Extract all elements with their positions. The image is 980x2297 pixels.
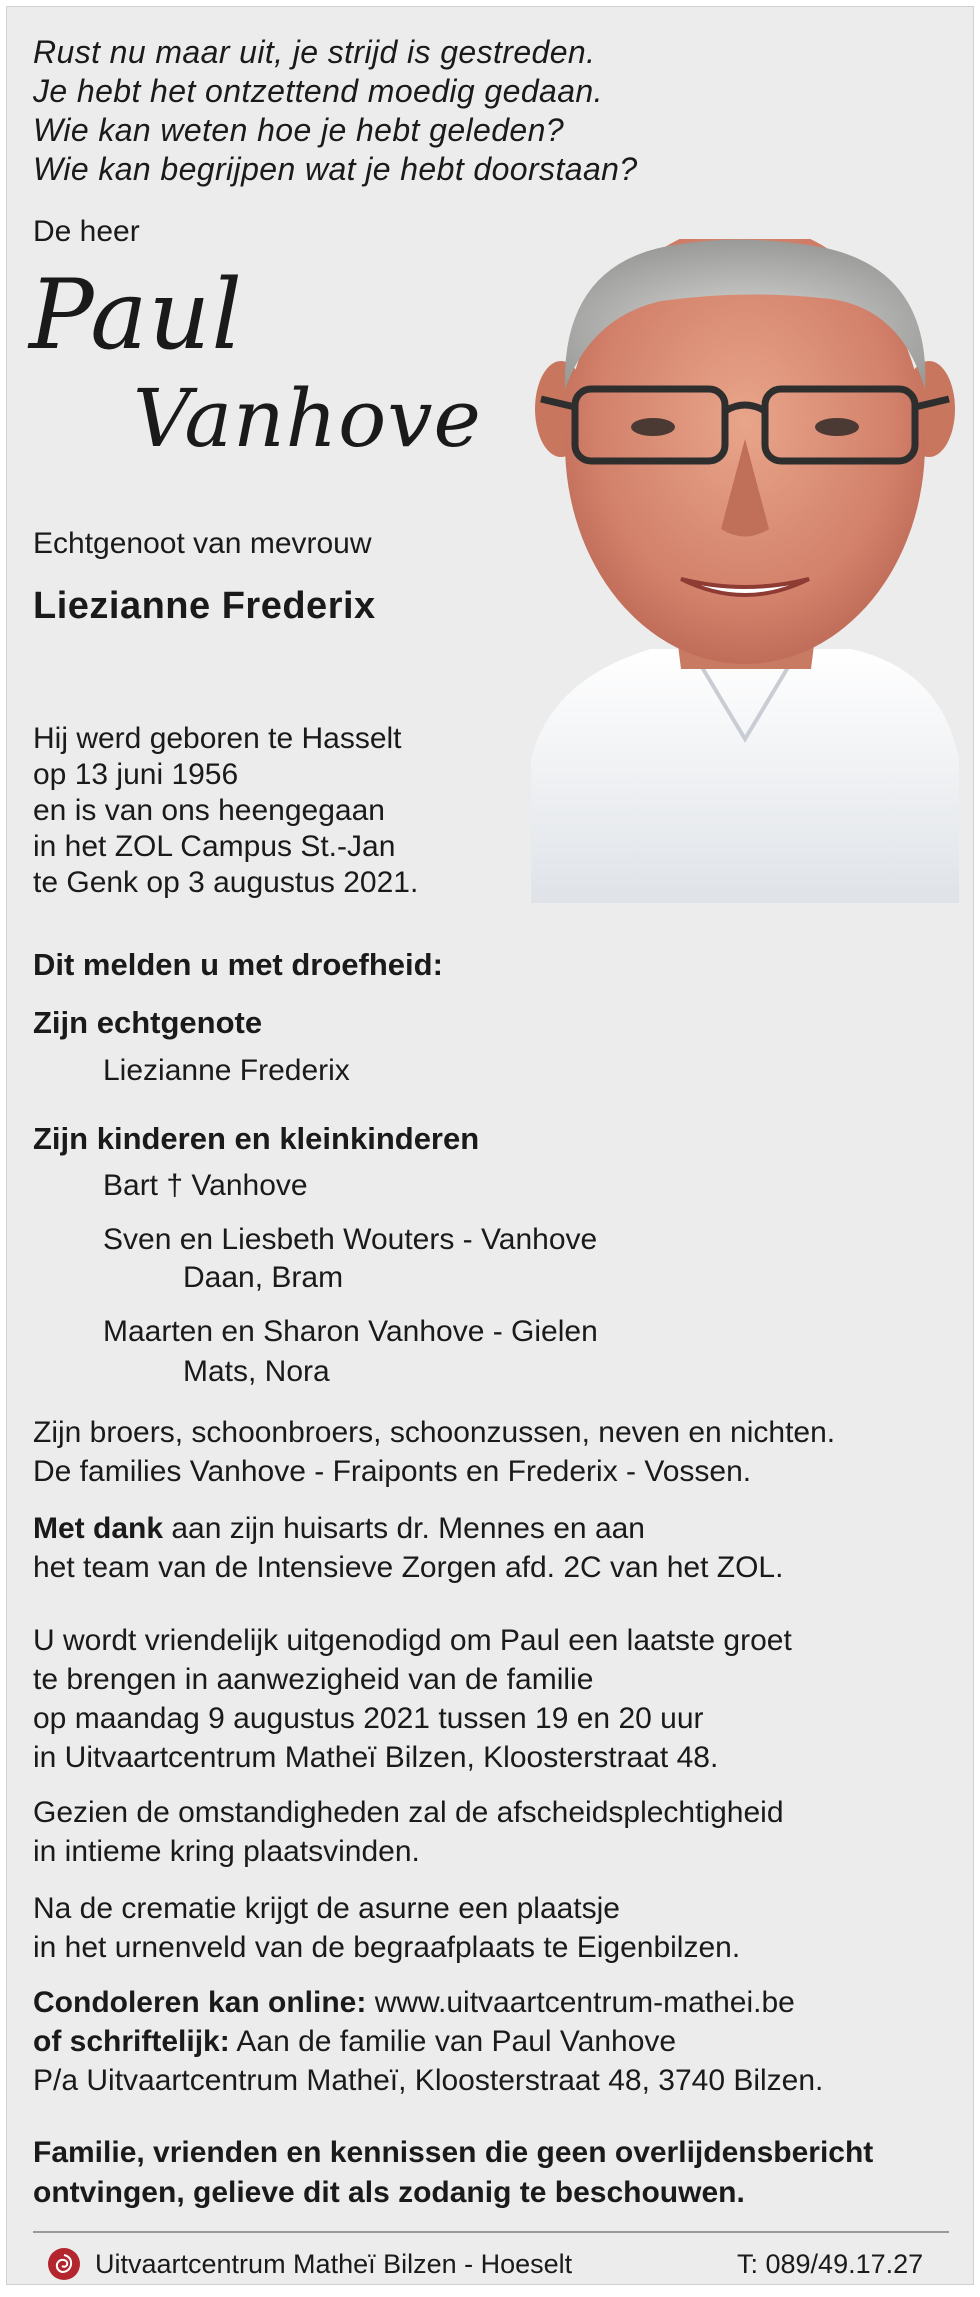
written-text: Aan de familie van Paul Vanhove: [229, 2025, 677, 2058]
child-name: Sven en Liesbeth Wouters - Vanhove: [103, 1223, 598, 1256]
condolences-url[interactable]: www.uitvaartcentrum-mathei.be: [366, 1986, 795, 2019]
grandchildren: Daan, Bram: [183, 1261, 344, 1294]
deceased-last-name: Vanhove: [133, 372, 482, 465]
ceremony-line: in intieme kring plaatsvinden.: [33, 1835, 420, 1868]
bio-line: in het ZOL Campus St.-Jan: [33, 830, 396, 863]
poem-line: Wie kan weten hoe je hebt geleden?: [33, 112, 565, 148]
ceremony-paragraph: [33, 1793, 784, 1871]
child-name: Maarten en Sharon Vanhove - Gielen: [103, 1315, 598, 1348]
family-line: De families Vanhove - Fraiponts en Frederix - Vossen.: [33, 1455, 752, 1488]
deceased-first-name: Paul: [29, 259, 244, 371]
spouse-name: Liezianne Frederix: [33, 585, 376, 627]
child-name: Bart † Vanhove: [103, 1169, 308, 1202]
bio-line: Hij werd geboren te Hasselt: [33, 722, 402, 755]
spouse-intro: Echtgenoot van mevrouw: [33, 527, 372, 560]
cremation-line: Na de crematie krijgt de asurne een plaatsje: [33, 1892, 620, 1925]
salutation: De heer: [33, 215, 140, 248]
announcement-heading: Dit melden u met droefheid:: [33, 947, 443, 982]
obituary-card: [6, 6, 974, 2285]
wife-heading: Zijn echtgenote: [33, 1005, 263, 1040]
wife-name: Liezianne Frederix: [103, 1054, 350, 1087]
funeral-home-name: Uitvaartcentrum Matheï Bilzen - Hoeselt: [95, 2249, 573, 2279]
poem-line: Wie kan begrijpen wat je hebt doorstaan?: [33, 151, 638, 187]
bio-line: en is van ons heengegaan: [33, 794, 385, 827]
poem-line: Je hebt het ontzettend moedig gedaan.: [33, 73, 603, 109]
funeral-home-phone[interactable]: T: 089/49.17.27: [737, 2249, 924, 2279]
invitation-line: in Uitvaartcentrum Matheï Bilzen, Kloosterstraat 48.: [33, 1741, 719, 1774]
cremation-line: in het urnenveld van de begraafplaats te Eigenbilzen.: [33, 1931, 741, 1964]
grandchildren: Mats, Nora: [183, 1355, 330, 1388]
condolences-written: [33, 2022, 823, 2061]
thanks-paragraph: [33, 1509, 783, 1587]
portrait-photo: [531, 239, 959, 903]
footer-divider: [33, 2231, 949, 2233]
invitation-line: U wordt vriendelijk uitgenodigd om Paul een laatste groet: [33, 1624, 792, 1657]
closing-line: Familie, vrienden en kennissen die geen overlijdensbericht: [33, 2136, 874, 2169]
bio-line: op 13 juni 1956: [33, 758, 239, 791]
condolences-online: [33, 1983, 823, 2022]
written-label: of schriftelijk:: [33, 2025, 230, 2058]
thanks-line: [33, 1509, 783, 1548]
closing-notice: [33, 2133, 873, 2213]
thanks-lead: Met dank: [33, 1512, 164, 1545]
children-heading: Zijn kinderen en kleinkinderen: [33, 1121, 480, 1156]
family-line: Zijn broers, schoonbroers, schoonzussen, neven en nichten.: [33, 1416, 836, 1449]
biography: [33, 721, 418, 901]
ceremony-line: Gezien de omstandigheden zal de afscheidsplechtigheid: [33, 1796, 784, 1829]
poem-line: Rust nu maar uit, je strijd is gestreden.: [33, 34, 596, 70]
invitation-line: te brengen in aanwezigheid van de familie: [33, 1663, 594, 1696]
invitation-paragraph: [33, 1621, 792, 1777]
bio-line: te Genk op 3 augustus 2021.: [33, 866, 419, 899]
poem: [33, 33, 638, 189]
thanks-line: het team van de Intensieve Zorgen afd. 2C van het ZOL.: [33, 1551, 784, 1584]
closing-line: ontvingen, gelieve dit als zodanig te beschouwen.: [33, 2176, 745, 2209]
rose-icon: [47, 2247, 81, 2281]
invitation-line: op maandag 9 augustus 2021 tussen 19 en 20 uur: [33, 1702, 704, 1735]
condolences-paragraph: [33, 1983, 823, 2100]
online-label: Condoleren kan online:: [33, 1986, 367, 2019]
family-lines: [33, 1413, 835, 1491]
cremation-paragraph: [33, 1889, 740, 1967]
thanks-text: aan zijn huisarts dr. Mennes en aan: [163, 1512, 645, 1545]
condolences-address: P/a Uitvaartcentrum Matheï, Kloosterstraat 48, 3740 Bilzen.: [33, 2064, 824, 2097]
